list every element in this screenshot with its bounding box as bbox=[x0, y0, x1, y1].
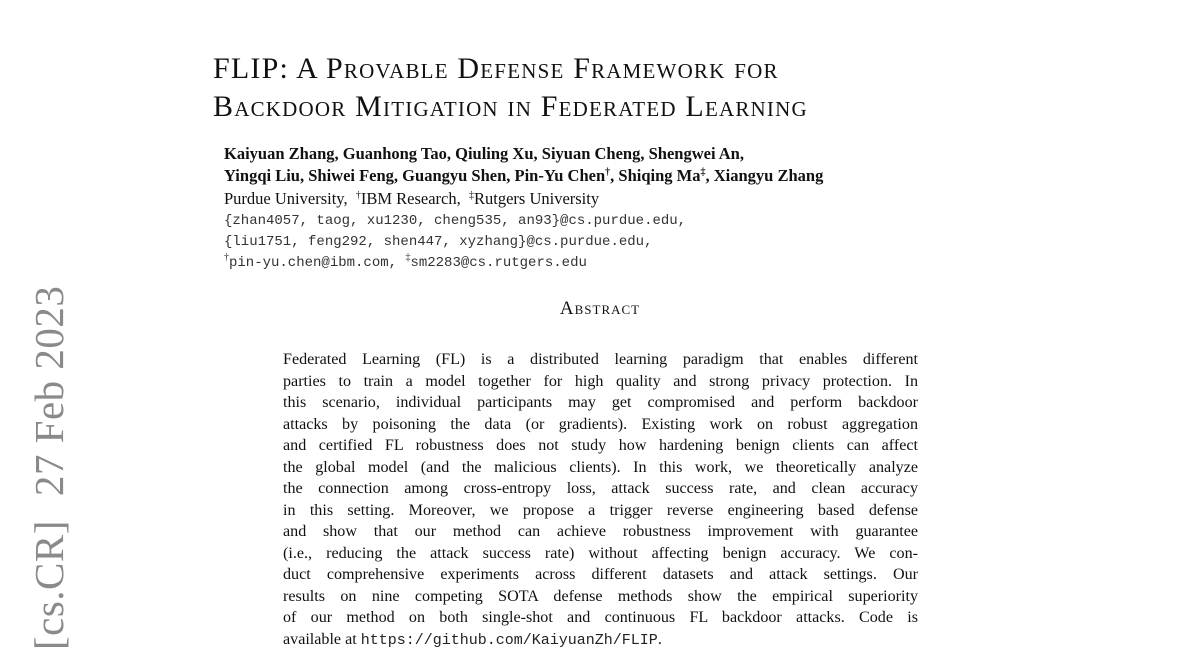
paper-title-line-1: FLIP: A Provable Defense Framework for bbox=[213, 50, 1013, 88]
arxiv-date: 27 Feb 2023 bbox=[26, 286, 72, 497]
dagger-mark: † bbox=[224, 252, 229, 263]
abstract-line: results on nine competing SOTA defense methods show the empirical superiority bbox=[283, 586, 918, 608]
double-dagger-mark: ‡ bbox=[405, 252, 410, 263]
abstract-line: Federated Learning (FL) is a distributed learning paradigm that enables different bbox=[283, 349, 918, 371]
abstract-final-period: . bbox=[658, 631, 662, 648]
abstract-line: this scenario, individual participants may get compromised and perform backdoor bbox=[283, 392, 918, 414]
email-line-3 bbox=[224, 253, 686, 274]
double-dagger-mark: ‡ bbox=[700, 167, 705, 178]
author-names-part-3: , Xiangyu Zhang bbox=[705, 166, 823, 185]
author-line-1: Kaiyuan Zhang, Guanhong Tao, Qiuling Xu, Siyuan Cheng, Shengwei An, bbox=[224, 143, 1024, 165]
abstract-line: (i.e., reducing the attack success rate) without affecting benign accuracy. We con- bbox=[283, 543, 918, 565]
dagger-mark: † bbox=[356, 190, 361, 201]
affiliation-purdue: Purdue University, bbox=[224, 189, 348, 208]
email-ibm: pin-yu.chen@ibm.com, bbox=[229, 255, 397, 271]
author-list bbox=[224, 143, 1024, 187]
paper-title-line-2: Backdoor Mitigation in Federated Learning bbox=[213, 88, 1013, 126]
abstract-line: of our method on both single-shot and continuous FL backdoor attacks. Code is bbox=[283, 607, 918, 629]
author-names-part-2: , Shiqing Ma bbox=[610, 166, 700, 185]
abstract-line: the connection among cross-entropy loss, attack success rate, and clean accuracy bbox=[283, 478, 918, 500]
abstract-line: attacks by poisoning the data (or gradients). Existing work on robust aggregation bbox=[283, 414, 918, 436]
arxiv-category: [cs.CR] bbox=[26, 520, 72, 650]
abstract-line: in this setting. Moreover, we propose a trigger reverse engineering based defense bbox=[283, 500, 918, 522]
abstract-body bbox=[283, 349, 918, 651]
dagger-mark: † bbox=[605, 167, 610, 178]
affiliations bbox=[224, 188, 599, 210]
abstract-line: and certified FL robustness does not study how hardening benign clients can affect bbox=[283, 435, 918, 457]
affiliation-ibm: IBM Research, bbox=[361, 189, 461, 208]
abstract-line: parties to train a model together for high quality and strong privacy protection. In bbox=[283, 371, 918, 393]
abstract-heading: Abstract bbox=[0, 297, 1200, 321]
affiliation-rutgers: Rutgers University bbox=[474, 189, 599, 208]
double-dagger-mark: ‡ bbox=[469, 190, 474, 201]
arxiv-identifier-stamp bbox=[25, 286, 73, 650]
abstract-line: and show that our method can achieve robustness improvement with guarantee bbox=[283, 521, 918, 543]
author-emails bbox=[224, 211, 686, 274]
abstract-line: duct comprehensive experiments across different datasets and attack settings. Our bbox=[283, 564, 918, 586]
abstract-line: the global model (and the malicious clients). In this work, we theoretically analyze bbox=[283, 457, 918, 479]
paper-title bbox=[213, 50, 1013, 126]
code-repository-link[interactable]: https://github.com/KaiyuanZh/FLIP bbox=[361, 632, 658, 649]
email-line-2: {liu1751, feng292, shen447, xyzhang}@cs.purdue.edu, bbox=[224, 232, 686, 253]
author-names-part-1: Yingqi Liu, Shiwei Feng, Guangyu Shen, Pin-Yu Chen bbox=[224, 166, 605, 185]
abstract-code-prefix: available at bbox=[283, 631, 357, 648]
author-line-2 bbox=[224, 165, 1024, 187]
email-rutgers: sm2283@cs.rutgers.edu bbox=[410, 255, 586, 271]
email-line-1: {zhan4057, taog, xu1230, cheng535, an93}@cs.purdue.edu, bbox=[224, 211, 686, 232]
